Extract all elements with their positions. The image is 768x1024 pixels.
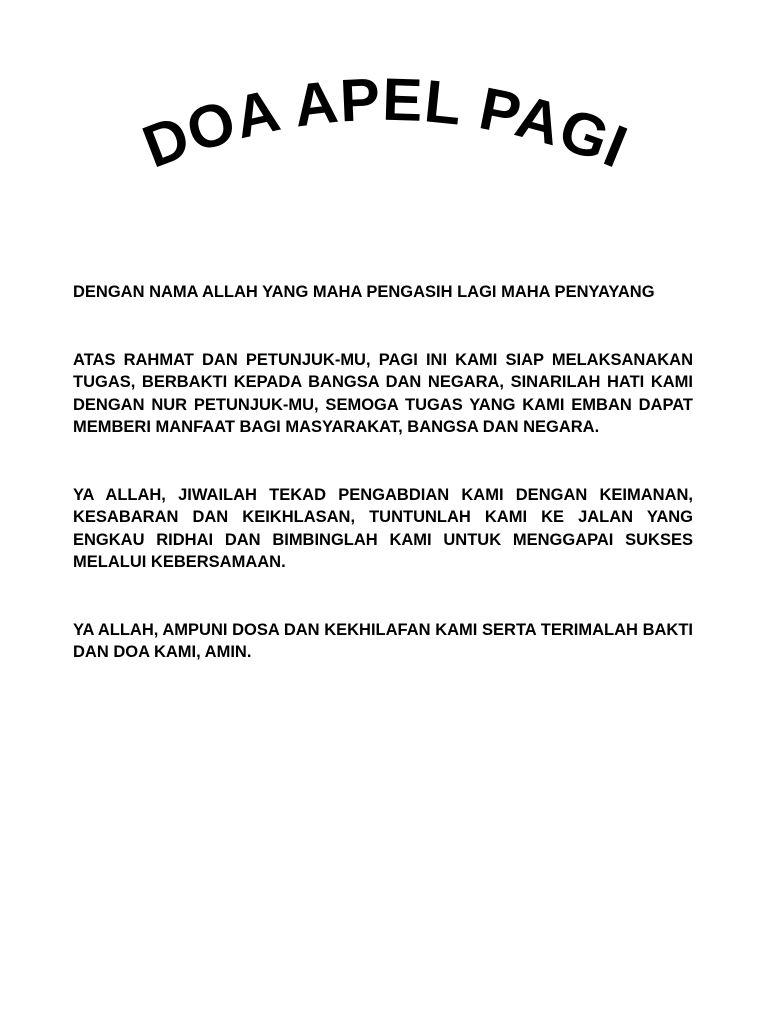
- paragraph-duty: ATAS RAHMAT DAN PETUNJUK-MU, PAGI INI KAMI SIAP MELAKSANAKAN TUGAS, BERBAKTI KEPADA BANGSA DAN NEGARA, SINARILAH HATI KAMI DENGAN NUR PETUNJUK-MU, SEMOGA TUGAS YANG KAMI EMBAN DAPAT MEMBERI MANFAAT BAGI MASYARAKAT, BANGSA DAN NEGARA.: [73, 350, 693, 436]
- paragraph-closing: YA ALLAH, AMPUNI DOSA DAN KEKHILAFAN KAMI SERTA TERIMALAH BAKTI DAN DOA KAMI, AMIN.: [73, 620, 693, 661]
- page-title-text: DOA APEL PAGI: [133, 65, 637, 181]
- page-title: [134, 66, 637, 181]
- arched-title: [0, 0, 768, 230]
- paragraph-opening: DENGAN NAMA ALLAH YANG MAHA PENGASIH LAGI MAHA PENYAYANG: [73, 283, 655, 301]
- paragraph-dedication: YA ALLAH, JIWAILAH TEKAD PENGABDIAN KAMI DENGAN KEIMANAN, KESABARAN DAN KEIKHLASAN, TUNTUNLAH KAMI KE JALAN YANG ENGKAU RIDHAI DAN BIMBINGLAH KAMI UNTUK MENGGAPAI SUKSES MELALUI KEBERSAMAAN.: [73, 485, 693, 571]
- title-block: [0, 0, 768, 230]
- prayer-body: [73, 281, 693, 664]
